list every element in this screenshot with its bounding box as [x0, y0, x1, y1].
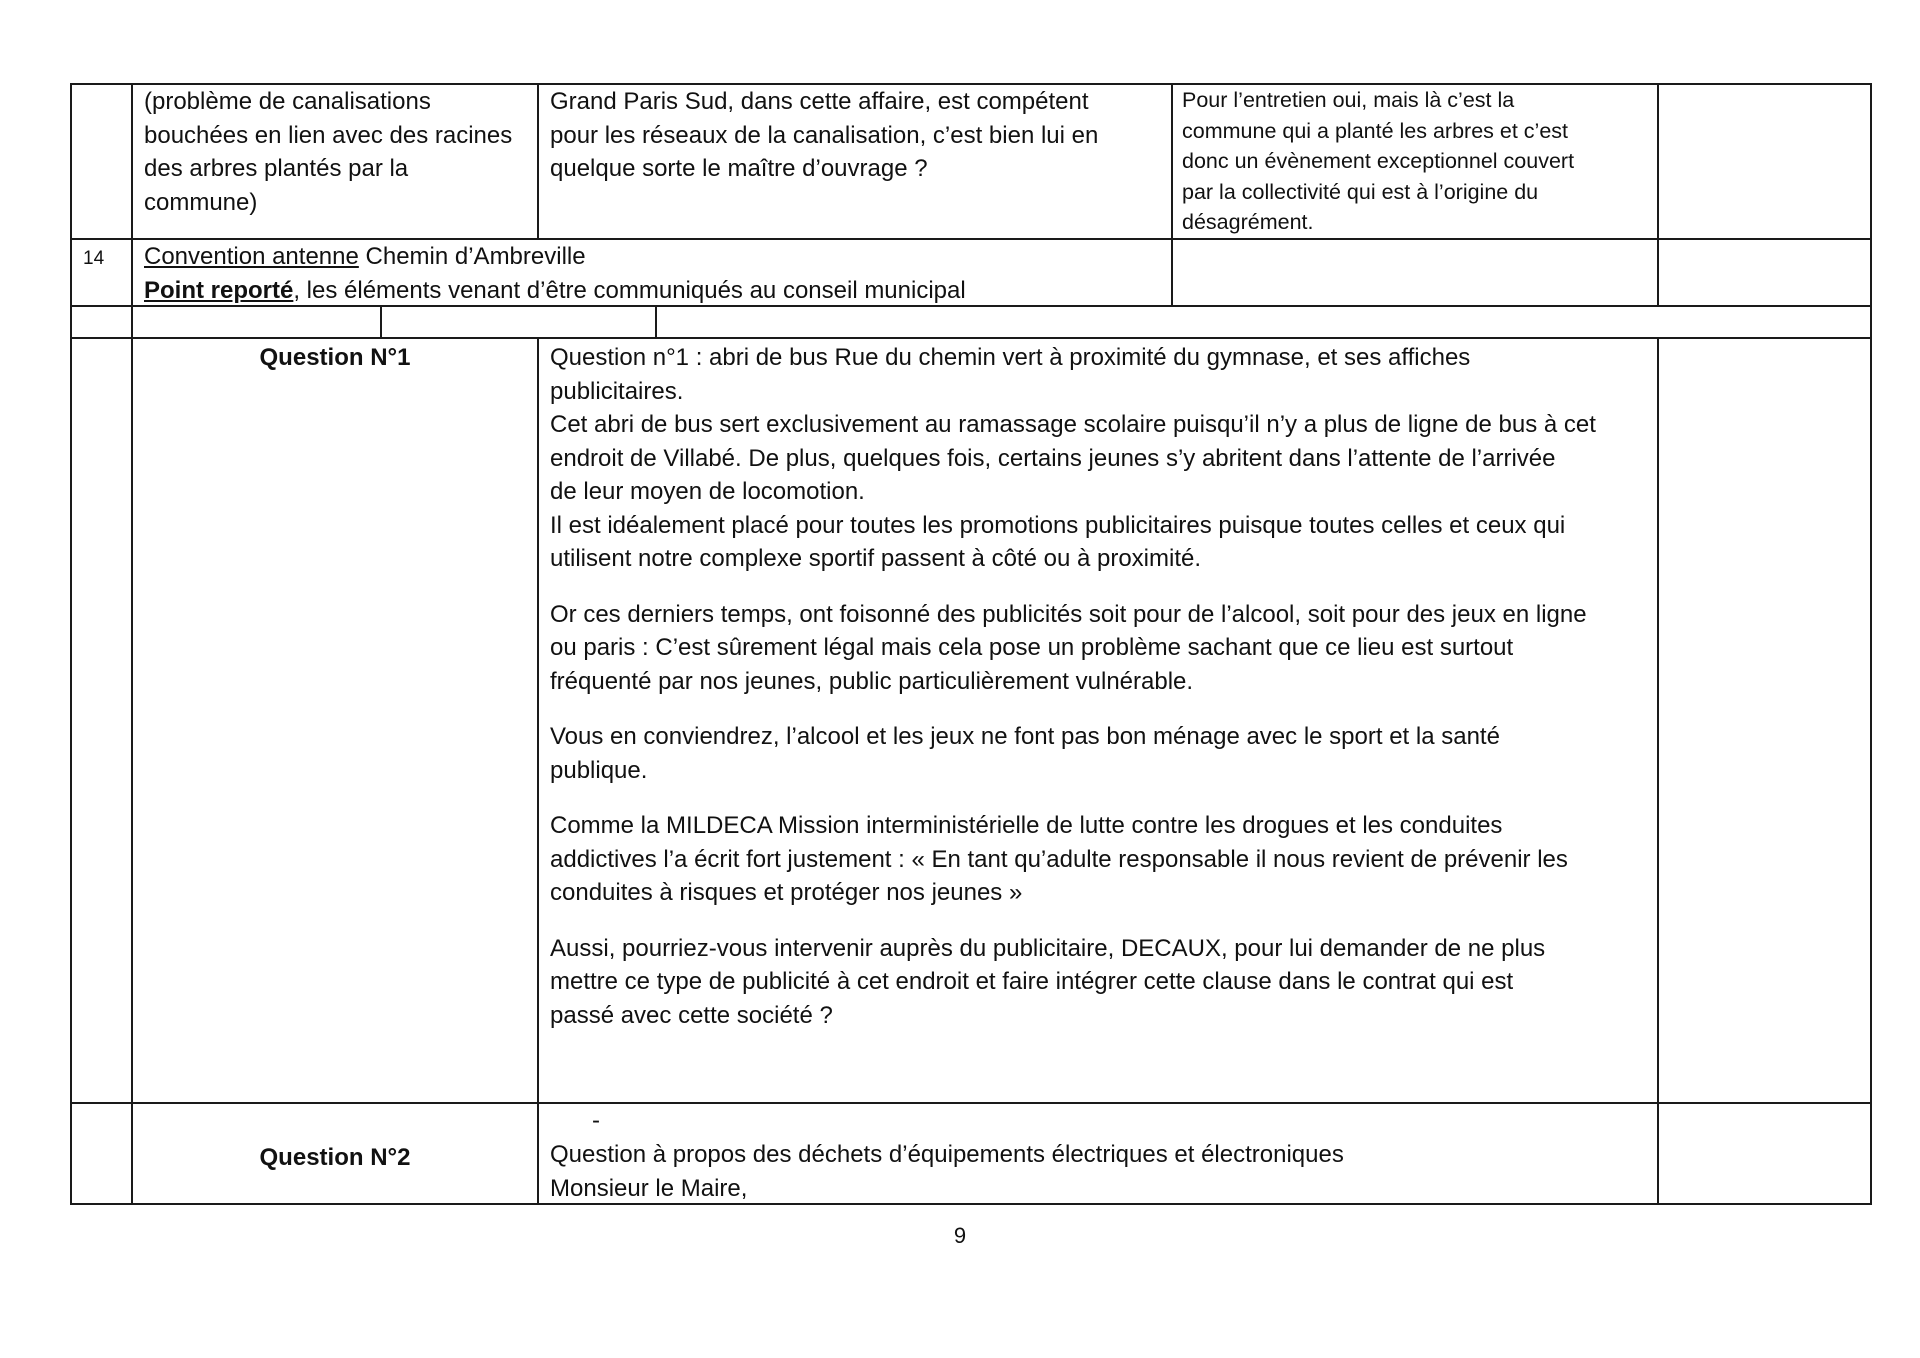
text-line: mettre ce type de publicité à cet endroit et faire intégrer cette clause dans le contrat qui est: [550, 968, 1514, 995]
text-line: addictives l’a écrit fort justement : « En tant qu’adulte responsable il nous revient de prévenir les: [550, 845, 1568, 873]
row14-title-rest: Chemin d’Ambreville: [358, 243, 586, 270]
text-line: Pour l’entretien oui, mais là c’est la: [1182, 88, 1515, 112]
continuation-question-cell: [550, 85, 1098, 186]
row14-title: [144, 240, 966, 274]
text-line: Vous en conviendrez, l’alcool et les jeux ne font pas bon ménage avec le sport et la santé: [550, 723, 1500, 750]
question1-paragraph: [550, 720, 1596, 787]
continuation-answer-cell: [1182, 85, 1574, 238]
question1-body: [550, 341, 1596, 1032]
text-line: passé avec cette société ?: [550, 1001, 833, 1029]
row14-note-bold: Point reporté: [144, 276, 294, 304]
row-number: 14: [83, 248, 105, 269]
question2-body: [550, 1138, 1344, 1205]
text-line: commune): [144, 188, 258, 216]
text-line: donc un évènement exceptionnel couvert: [1182, 149, 1575, 173]
text-line: conduites à risques et protéger nos jeunes »: [550, 879, 1023, 906]
question2-dash: -: [592, 1107, 600, 1134]
text-line: endroit de Villabé. De plus, quelques fois, certains jeunes s’y abritent dans l’attente de l’arrivée: [550, 444, 1556, 472]
row14-note: [144, 274, 966, 308]
text-line: bouchées en lien avec des racines: [144, 121, 513, 149]
text-line: de leur moyen de locomotion.: [550, 478, 865, 505]
text-line: ou paris : C’est sûrement légal mais cela pose un problème sachant que ce lieu est surtout: [550, 634, 1514, 661]
question1-paragraph: [550, 598, 1596, 699]
text-line: désagrément.: [1182, 210, 1314, 234]
text-line: publicitaires.: [550, 377, 684, 405]
text-line: publique.: [550, 756, 648, 784]
row14-content: [144, 240, 966, 307]
text-line: fréquenté par nos jeunes, public particulièrement vulnérable.: [550, 667, 1194, 695]
text-line: Or ces derniers temps, ont foisonné des publicités soit pour de l’alcool, soit pour des jeux en ligne: [550, 600, 1587, 628]
text-line: pour les réseaux de la canalisation, c’est bien lui en: [550, 121, 1099, 149]
question1-label: Question N°1: [259, 344, 411, 371]
question1-paragraph: [550, 341, 1596, 576]
text-line: Aussi, pourriez-vous intervenir auprès du publicitaire, DECAUX, pour lui demander de ne plus: [550, 934, 1546, 962]
text-line: Question à propos des déchets d’équipements électriques et électroniques: [550, 1141, 1344, 1168]
text-line: quelque sorte le maître d’ouvrage ?: [550, 155, 928, 182]
row14-note-rest: , les éléments venant d’être communiqués au conseil municipal: [293, 276, 966, 304]
question1-paragraph: [550, 809, 1596, 910]
text-line: par la collectivité qui est à l’origine du: [1182, 179, 1539, 204]
text-line: commune qui a planté les arbres et c’est: [1182, 118, 1569, 143]
question2-label: Question N°2: [259, 1144, 411, 1171]
continuation-subject-cell: [144, 85, 512, 219]
text-line: Monsieur le Maire,: [550, 1174, 748, 1202]
text-line: (problème de canalisations: [144, 88, 431, 115]
text-line: des arbres plantés par la: [144, 155, 409, 182]
text-line: Comme la MILDECA Mission interministérielle de lutte contre les drogues et les conduites: [550, 812, 1503, 839]
row14-title-underlined: Convention antenne: [144, 243, 359, 270]
text-line: Il est idéalement placé pour toutes les promotions publicitaires puisque toutes celles et ceux qui: [550, 511, 1566, 539]
text-line: Cet abri de bus sert exclusivement au ramassage scolaire puisqu’il n’y a plus de ligne de bus à cet: [550, 411, 1596, 438]
page-number: 9: [953, 1223, 967, 1248]
text-line: utilisent notre complexe sportif passent à côté ou à proximité.: [550, 545, 1201, 572]
text-line: Question n°1 : abri de bus Rue du chemin vert à proximité du gymnase, et ses affiches: [550, 344, 1471, 371]
text-line: Grand Paris Sud, dans cette affaire, est compétent: [550, 88, 1089, 115]
question1-paragraph: [550, 932, 1596, 1033]
